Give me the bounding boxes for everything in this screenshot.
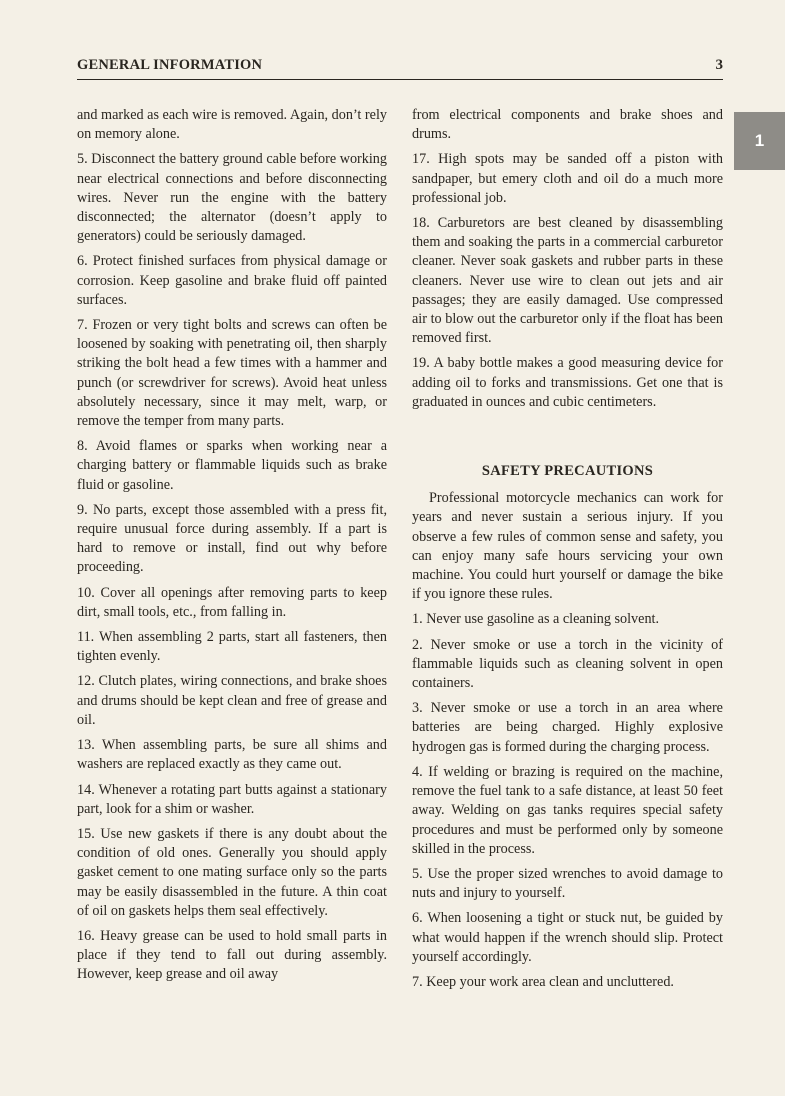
paragraph: and marked as each wire is removed. Again, don’t rely on memory alone.: [77, 107, 387, 143]
paragraph: 19. A baby bottle makes a good measuring device for adding oil to forks and transmissions. Get one that is graduated in ounces and cubic centimeters.: [412, 355, 723, 410]
safety-item: 4. If welding or brazing is required on the machine, remove the fuel tank to a safe distance, at least 50 feet away. Welding on gas tanks requires special safety procedures and must be performed only by someone skilled in the process.: [412, 763, 723, 857]
paragraph: 11. When assembling 2 parts, start all fasteners, then tighten evenly.: [77, 629, 387, 665]
safety-item: 3. Never smoke or use a torch in an area where batteries are being charged. Highly explosive hydrogen gas is formed during the charging process.: [412, 700, 723, 755]
paragraph: 18. Carburetors are best cleaned by disassembling them and soaking the parts in a commercial carburetor cleaner. Never soak gaskets and rubber parts in these cleaners. Never use wire to clean out jets and air passages; they are easily damaged. Use compressed air to blow out the carburetor only if the float has been removed first.: [412, 215, 723, 347]
paragraph: 15. Use new gaskets if there is any doubt about the condition of old ones. Generally you should apply gasket cement to one mating surface only so the parts may be easily disassembled in the future. A thin coat of oil on gaskets helps them seal effectively.: [77, 825, 387, 919]
paragraph: 8. Avoid flames or sparks when working near a charging battery or flammable liquids such as brake fluid or gasoline.: [77, 438, 387, 493]
paragraph: 13. When assembling parts, be sure all shims and washers are replaced exactly as they came out.: [77, 737, 387, 773]
paragraph: 6. Protect finished surfaces from physical damage or corrosion. Keep gasoline and brake fluid off painted surfaces.: [77, 253, 387, 308]
safety-item: 1. Never use gasoline as a cleaning solvent.: [412, 611, 660, 628]
right-column: [412, 106, 723, 998]
safety-intro: Professional motorcycle mechanics can work for years and never sustain a serious injury. If you observe a few rules of common sense and safety, you can enjoy many safe hours servicing your own machine. You could hurt yourself or damage the bike if you ignore these rules.: [412, 490, 723, 603]
chapter-tab-label: 1: [754, 131, 765, 150]
paragraph: 7. Frozen or very tight bolts and screws can often be loosened by soaking with penetrating oil, then sharply striking the bolt head a few times with a hammer and punch (or screwdriver for screws). Avoid heat unless absolutely necessary, since it may melt, warp, or remove the temper from many parts.: [77, 317, 387, 430]
paragraph: 10. Cover all openings after removing parts to keep dirt, small tools, etc., from falling in.: [77, 584, 387, 620]
paragraph: 9. No parts, except those assembled with a press fit, require unusual force during assembly. If a part is hard to remove or install, find out why before proceeding.: [77, 501, 387, 576]
chapter-tab: [734, 112, 785, 170]
safety-item: 7. Keep your work area clean and uncluttered.: [412, 973, 674, 990]
safety-item: 2. Never smoke or use a torch in the vicinity of flammable liquids such as cleaning solvent in open containers.: [412, 636, 723, 692]
paragraph: from electrical components and brake shoes and drums.: [412, 107, 723, 143]
paragraph: 5. Disconnect the battery ground cable before working near electrical connections and before disconnecting wires. Never run the engine with the battery disconnected; the alternator (doesn’t apply to generators) could be seriously damaged.: [77, 151, 387, 245]
safety-item: 5. Use the proper sized wrenches to avoid damage to nuts and injury to yourself.: [412, 865, 723, 902]
paragraph: 14. Whenever a rotating part butts against a stationary part, look for a shim or washer.: [77, 781, 387, 817]
page-header: [77, 57, 723, 80]
page-number: 3: [715, 57, 723, 73]
section-title: GENERAL INFORMATION: [77, 57, 263, 73]
paragraph: 12. Clutch plates, wiring connections, and brake shoes and drums should be kept clean and free of grease and oil.: [77, 673, 387, 728]
paragraph: 16. Heavy grease can be used to hold small parts in place if they tend to fall out during assembly. However, keep grease and oil away: [77, 927, 387, 983]
safety-heading: SAFETY PRECAUTIONS: [481, 463, 654, 480]
safety-item: 6. When loosening a tight or stuck nut, be guided by what would happen if the wrench should slip. Protect yourself accordingly.: [412, 910, 723, 965]
paragraph: 17. High spots may be sanded off a piston with sandpaper, but emery cloth and oil do a much more professional job.: [412, 151, 723, 206]
left-column: [77, 106, 387, 991]
